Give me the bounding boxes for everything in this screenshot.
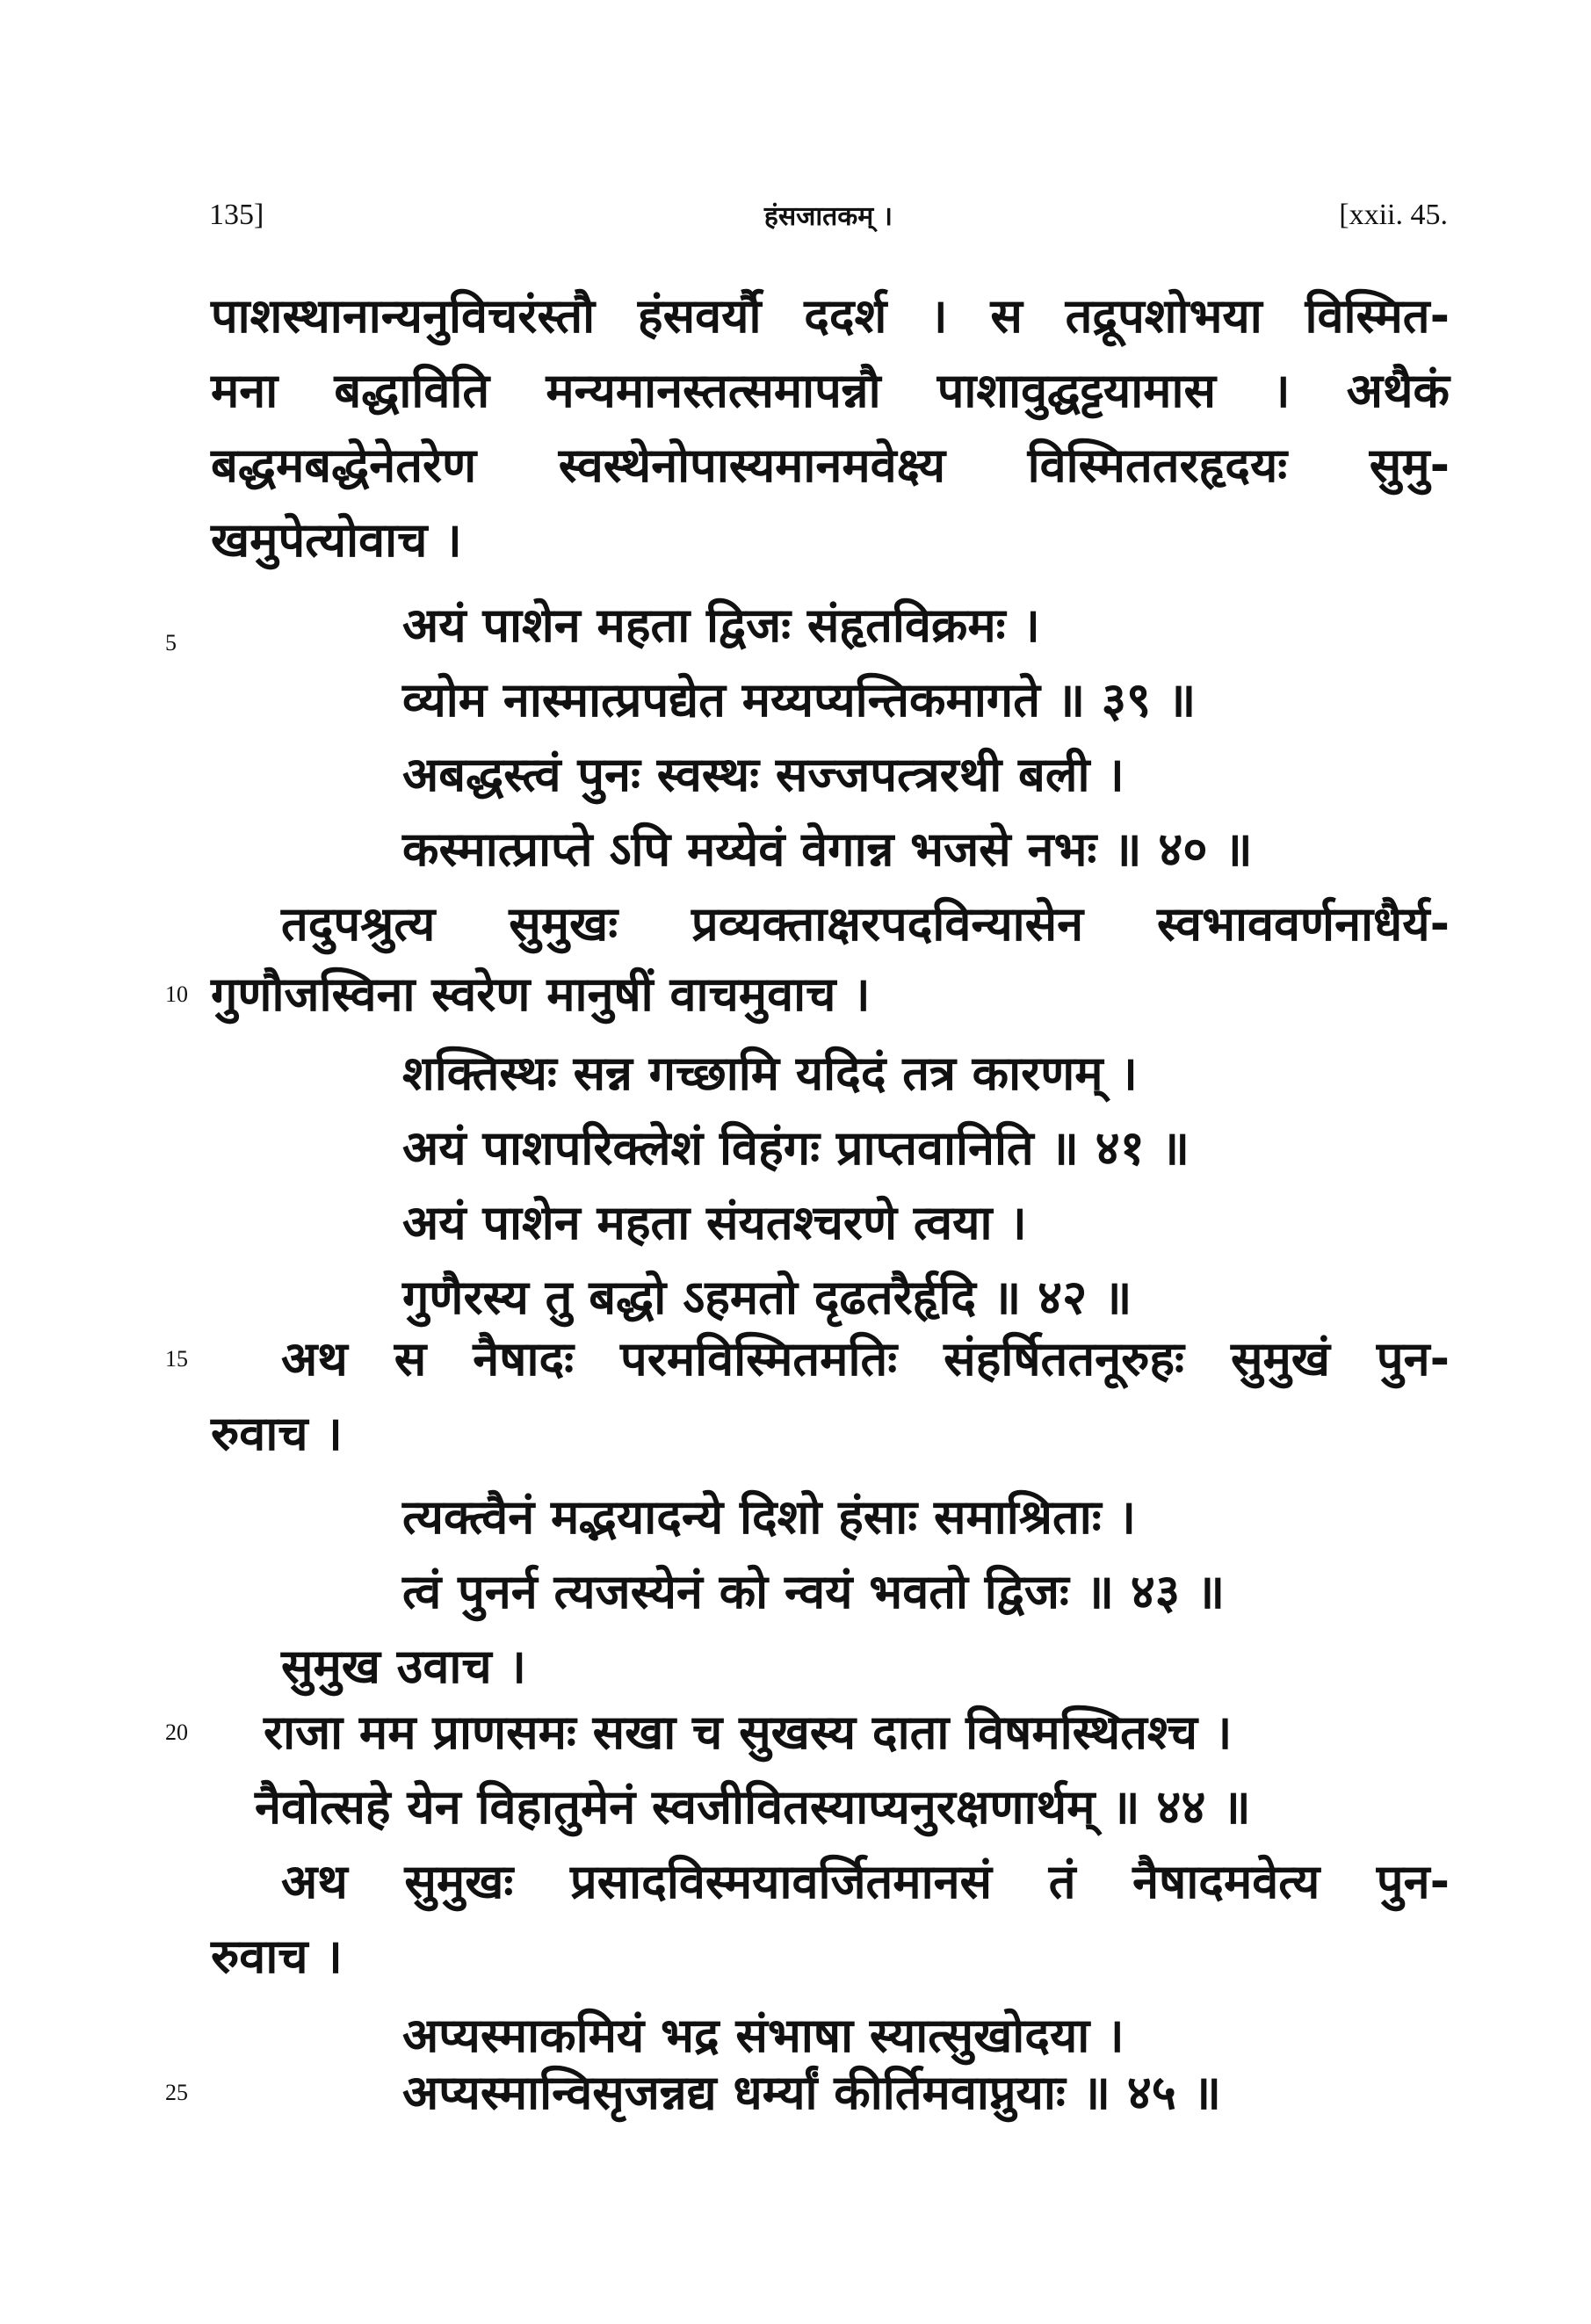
verse-line: अयं पाशेन महता संयतश्चरणे त्वया । <box>402 1195 1027 1250</box>
verse-line: गुणैरस्य तु बद्धो ऽहमतो दृढतरैर्हृदि ॥ ४२ ॥ <box>402 1270 1132 1325</box>
line-number: 15 <box>165 1346 188 1372</box>
running-title: हंसजातकम् । <box>763 201 893 232</box>
verse-line: त्वं पुनर्न त्यजस्येनं को न्वयं भवतो द्विजः ॥ ४३ ॥ <box>402 1564 1226 1619</box>
text-line: सुमुख उवाच । <box>281 1639 526 1694</box>
verse-line: कस्मात्प्राप्ते ऽपि मय्येवं वेगान्न भजसे नभः ॥ ४० ॥ <box>402 822 1253 877</box>
running-header <box>209 192 1448 244</box>
verse-line: अबद्धस्त्वं पुनः स्वस्थः सज्जपत्त्ररथी बली । <box>402 747 1125 802</box>
verse-line: अयं पाशपरिक्लेशं विहंगः प्राप्तवानिति ॥ ४१ ॥ <box>402 1120 1190 1176</box>
text-line: रुवाच । <box>211 1929 343 1984</box>
verse-line: राजा मम प्राणसमः सखा च सुखस्य दाता विषमस्थितश्च । <box>264 1705 1233 1760</box>
text-line: अथ सुमुखः प्रसादविस्मयावर्जितमानसं तं नैषादमवेत्य पुन- <box>281 1854 1450 1909</box>
page-number: 135] <box>209 199 264 231</box>
line-number: 10 <box>165 981 188 1007</box>
verse-line: त्यक्त्वैनं मद्भयादन्ये दिशो हंसाः समाश्रिताः । <box>402 1489 1136 1545</box>
text-line: बद्धमबद्धेनेतरेण स्वस्थेनोपास्यमानमवेक्ष्य विस्मिततरहृदयः सुमु- <box>211 438 1450 493</box>
verse-line: शक्तिस्थः सन्न गच्छामि यदिदं तत्र कारणम् । <box>402 1046 1138 1101</box>
text-line: रुवाच । <box>211 1406 343 1461</box>
chapter-reference: [xxii. 45. <box>1339 199 1448 231</box>
line-number: 5 <box>165 630 177 655</box>
text-line: मना बद्धाविति मन्यमानस्तत्समापन्नौ पाशावुद्घट्टयामास । अथैकं <box>211 363 1450 418</box>
verse-line: नैवोत्सहे येन विहातुमेनं स्वजीवितस्याप्यनुरक्षणार्थम् ॥ ४४ ॥ <box>255 1779 1251 1835</box>
text-line: अथ स नैषादः परमविस्मितमतिः संहर्षिततनूरुहः सुमुखं पुन- <box>281 1331 1450 1386</box>
text-line: खमुपेत्योवाच । <box>211 512 462 568</box>
verse-line: व्योम नास्मात्प्रपद्येत मय्यप्यन्तिकमागते ॥ ३९ ॥ <box>402 672 1197 728</box>
line-number: 20 <box>165 1719 188 1745</box>
verse-line: अयं पाशेन महता द्विजः संहृतविक्रमः । <box>402 597 1040 653</box>
text-line: गुणौजस्विना स्वरेण मानुषीं वाचमुवाच । <box>211 967 871 1022</box>
verse-line: अप्यस्माकमियं भद्र संभाषा स्यात्सुखोदया । <box>402 2008 1125 2063</box>
verse-line: अप्यस्मान्विसृजन्नद्य धर्म्यां कीर्तिमवाप्नुयाः ॥ ४५ ॥ <box>402 2065 1222 2120</box>
text-line: तदुपश्रुत्य सुमुखः प्रव्यक्ताक्षरपदविन्यासेन स्वभाववर्णनाधैर्य- <box>281 896 1450 952</box>
line-number: 25 <box>165 2080 188 2105</box>
text-line: पाशस्थानान्यनुविचरंस्तौ हंसवर्यौ ददर्श । स तद्रूपशोभया विस्मित- <box>211 288 1450 344</box>
